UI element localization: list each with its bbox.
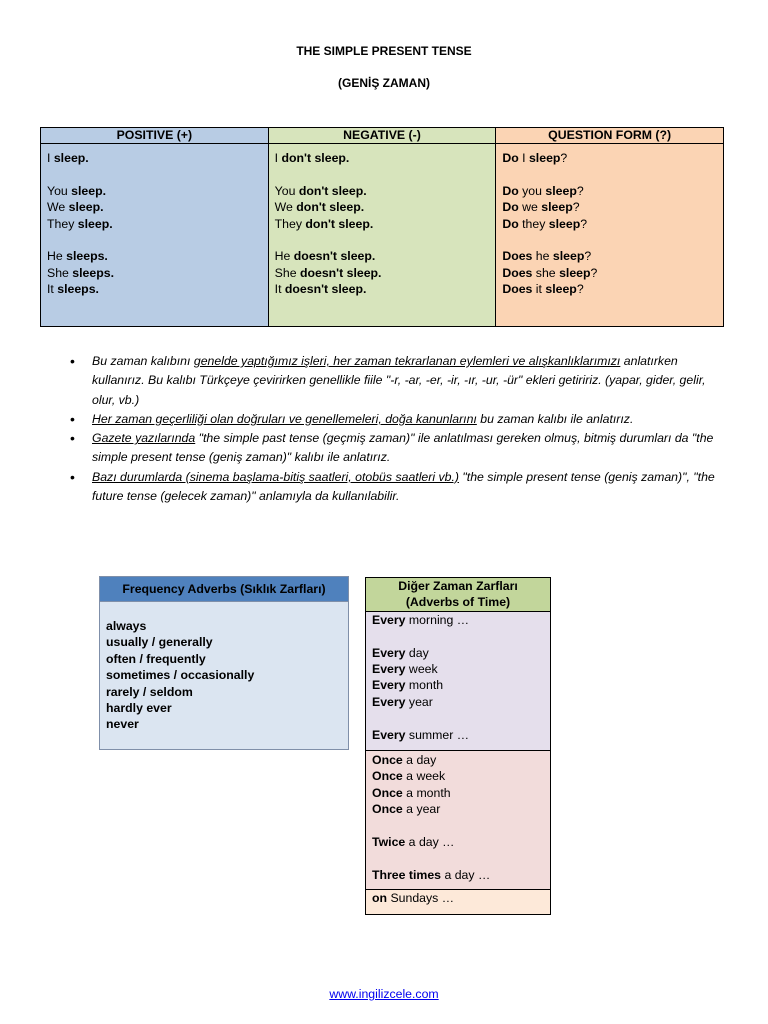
question-sentence xyxy=(502,281,717,297)
negative-sentence xyxy=(275,281,490,297)
text-run: a day xyxy=(402,752,437,767)
text-run: I xyxy=(518,151,529,165)
text-run: I xyxy=(274,151,282,165)
question-group xyxy=(502,183,717,232)
time-adverb-item xyxy=(372,801,544,817)
bold-text: Do xyxy=(502,216,519,231)
text-run: a year xyxy=(402,802,441,817)
time-adverbs-table xyxy=(365,577,551,915)
bold-text: on xyxy=(372,890,388,905)
text-run: a day … xyxy=(405,834,455,849)
bold-text: sleeps. xyxy=(66,249,108,264)
bold-text: don't sleep. xyxy=(298,183,367,198)
every-adverbs-cell xyxy=(366,611,551,750)
time-adverb-item xyxy=(372,768,544,784)
negative-sentence xyxy=(275,248,490,264)
negative-group xyxy=(275,150,490,166)
positive-group xyxy=(47,150,262,166)
positive-header: POSITIVE (+) xyxy=(41,128,269,144)
footer xyxy=(0,987,768,1001)
question-header: QUESTION FORM (?) xyxy=(496,128,724,144)
time-adverb-item xyxy=(372,752,544,768)
text-run: ? xyxy=(576,183,584,198)
text-run: It xyxy=(47,282,58,297)
question-sentence xyxy=(502,216,717,232)
question-sentence xyxy=(502,183,717,199)
bold-text: Every xyxy=(372,645,406,660)
time-adverb-item xyxy=(372,890,544,906)
text-run: morning … xyxy=(405,612,470,627)
bold-text: sleeps. xyxy=(57,282,99,297)
negative-column xyxy=(268,144,496,327)
text-run: they xyxy=(518,216,549,231)
text-run: a month xyxy=(402,785,451,800)
bold-text: Once xyxy=(372,769,403,784)
frequency-adverb-item: usually / generally xyxy=(106,635,213,650)
frequency-adverb-item: rarely / seldom xyxy=(106,684,193,699)
text-run: I xyxy=(47,151,54,165)
positive-sentence xyxy=(47,150,262,166)
usage-note-item xyxy=(70,429,730,468)
positive-group xyxy=(47,248,262,297)
time-adverb-item xyxy=(372,785,544,801)
bold-text: Once xyxy=(372,752,403,767)
spacer xyxy=(372,710,544,726)
text-run: a week xyxy=(402,769,446,784)
page-subtitle: (GENİŞ ZAMAN) xyxy=(338,76,430,90)
positive-sentence xyxy=(47,281,262,297)
text-run: it xyxy=(532,282,546,297)
bold-text: don't sleep. xyxy=(296,200,365,215)
grammar-table xyxy=(40,127,724,327)
negative-sentence xyxy=(275,150,490,166)
time-adverbs-title-line1: Diğer Zaman Zarfları xyxy=(398,579,518,593)
text-run: "the simple present tense (geniş zaman)", "the future tense (gelecek zaman)" anlamıyla da kullanılabilir. xyxy=(92,469,715,504)
text-run: a day … xyxy=(441,867,491,882)
bold-text: Every xyxy=(372,727,406,742)
bold-text: Once xyxy=(372,785,403,800)
question-group xyxy=(502,150,717,166)
bold-text: don't sleep. xyxy=(281,151,350,165)
grammar-table-header-row xyxy=(41,128,724,144)
spacer xyxy=(372,817,544,833)
text-run: He xyxy=(47,249,67,264)
frequency-adverb-item: always xyxy=(106,619,147,633)
usage-note-item xyxy=(70,410,730,429)
question-group xyxy=(502,248,717,297)
text-run: she xyxy=(532,265,560,280)
bold-text: Every xyxy=(372,678,406,693)
text-run: we xyxy=(518,200,542,215)
bold-text: don't sleep. xyxy=(305,216,374,231)
negative-group xyxy=(275,183,490,232)
text-run: month xyxy=(405,678,444,693)
question-column xyxy=(496,144,724,327)
time-adverb-item xyxy=(372,867,544,883)
time-adverb-item xyxy=(372,834,544,850)
negative-sentence xyxy=(275,216,490,232)
usage-note-item xyxy=(70,352,730,410)
positive-sentence xyxy=(47,199,262,215)
text-run: Sundays … xyxy=(387,890,455,905)
positive-sentence xyxy=(47,265,262,281)
bold-text: Do xyxy=(502,183,519,198)
bold-text: sleep. xyxy=(68,200,104,215)
text-run: ? xyxy=(560,151,568,165)
frequency-adverb-item: sometimes / occasionally xyxy=(106,668,255,683)
frequency-adverb-item: often / frequently xyxy=(106,651,206,666)
bold-text: Every xyxy=(372,694,406,709)
website-link[interactable]: www.ingilizcele.com xyxy=(329,987,439,1001)
text-run: anlatırken kullanırız. Bu kalıbı Türkçeye çevirirken genellikle fiile "-r, -ar, -er, -ir, -ır, -ur, -ür" ekleri getiririz. (yapar, gider, gelir, olur, vb.) xyxy=(92,354,706,407)
usage-note-item xyxy=(70,468,730,507)
positive-sentence xyxy=(47,183,262,199)
frequency-adverb-item: hardly ever xyxy=(106,701,172,716)
question-sentence xyxy=(502,199,717,215)
bold-text: sleep. xyxy=(77,216,113,231)
text-run: It xyxy=(274,282,285,297)
bold-text: sleep xyxy=(545,282,577,297)
frequency-adverbs-box xyxy=(99,576,349,750)
negative-sentence xyxy=(275,183,490,199)
time-adverb-item xyxy=(372,612,544,628)
text-run: day xyxy=(405,645,429,660)
text-run: You xyxy=(47,183,72,198)
bold-text: doesn't sleep. xyxy=(284,282,367,297)
text-run: ? xyxy=(576,282,584,297)
frequency-adverbs-list xyxy=(100,602,348,733)
bold-text: sleep. xyxy=(53,151,89,165)
bold-text: sleep xyxy=(548,216,581,231)
question-sentence xyxy=(502,248,717,264)
question-sentence xyxy=(502,150,717,166)
bold-text: Does xyxy=(502,265,533,280)
bold-text: sleeps. xyxy=(72,265,114,280)
text-run: ? xyxy=(590,265,598,280)
time-adverb-item xyxy=(372,727,544,743)
underlined-text: Her zaman geçerliliği olan doğruları ve genellemeleri, doğa kanunlarını xyxy=(92,411,477,426)
spacer xyxy=(372,850,544,866)
underlined-text: Bazı durumlarda (sinema başlama-bitiş saatleri, otobüs saatleri vb.) xyxy=(92,469,460,484)
text-run: ? xyxy=(572,200,580,215)
once-adverbs-cell xyxy=(366,750,551,889)
bold-text: Three times xyxy=(372,867,442,882)
time-adverbs-title-line2: (Adverbs of Time) xyxy=(405,595,511,610)
text-run: You xyxy=(274,183,299,198)
text-run: summer … xyxy=(405,727,470,742)
text-run: She xyxy=(47,265,73,280)
bold-text: doesn't sleep. xyxy=(293,249,376,264)
text-run: year xyxy=(405,694,433,709)
spacer xyxy=(372,628,544,644)
time-adverb-item xyxy=(372,661,544,677)
frequency-adverb-item: never xyxy=(106,717,139,732)
question-sentence xyxy=(502,265,717,281)
bold-text: Once xyxy=(372,802,403,817)
time-adverbs-title xyxy=(366,578,551,612)
time-adverb-item xyxy=(372,645,544,661)
text-run: "the simple past tense (geçmiş zaman)" ile anlatılması gereken olmuş, bitmiş durumları da "the simple present tense (geniş zaman)" kalıbı ile anlatırız. xyxy=(92,431,714,465)
text-run: Bu zaman kalıbını xyxy=(92,354,194,368)
bold-text: sleep xyxy=(552,249,585,264)
bold-text: sleep xyxy=(559,265,591,280)
bold-text: sleep xyxy=(528,151,561,165)
text-run: He xyxy=(274,249,294,264)
frequency-adverbs-title: Frequency Adverbs (Sıklık Zarfları) xyxy=(100,577,348,602)
text-run: ? xyxy=(584,249,592,264)
text-run: ? xyxy=(580,216,588,231)
text-run: They xyxy=(47,216,78,231)
positive-group xyxy=(47,183,262,232)
negative-sentence xyxy=(275,265,490,281)
bold-text: sleep xyxy=(541,200,573,215)
grammar-table-body-row xyxy=(41,144,724,327)
bold-text: doesn't sleep. xyxy=(299,265,382,280)
text-run: We xyxy=(47,200,69,215)
bold-text: Does xyxy=(502,249,533,264)
negative-header: NEGATIVE (-) xyxy=(268,128,496,144)
time-adverb-item xyxy=(372,694,544,710)
bold-text: Twice xyxy=(372,834,406,849)
usage-notes-list xyxy=(70,352,730,506)
negative-sentence xyxy=(275,199,490,215)
text-run: he xyxy=(532,249,553,264)
bold-text: Does xyxy=(502,282,533,297)
bold-text: Do xyxy=(502,151,519,165)
text-run: week xyxy=(405,662,438,677)
underlined-text: genelde yaptığımız işleri, her zaman tekrarlanan eylemleri ve alışkanlıklarımızı xyxy=(193,354,621,368)
positive-sentence xyxy=(47,216,262,232)
positive-sentence xyxy=(47,248,262,264)
text-run: We xyxy=(274,200,297,215)
bold-text: sleep. xyxy=(71,183,107,198)
bold-text: Every xyxy=(372,662,406,677)
underlined-text: Gazete yazılarında xyxy=(92,431,196,446)
bold-text: Every xyxy=(372,612,406,627)
text-run: bu zaman kalıbı ile anlatırız. xyxy=(476,411,634,426)
on-adverbs-cell xyxy=(366,889,551,914)
negative-group xyxy=(275,248,490,297)
page-title: THE SIMPLE PRESENT TENSE xyxy=(296,44,472,58)
positive-column xyxy=(41,144,269,327)
text-run: you xyxy=(518,183,546,198)
text-run: She xyxy=(274,265,300,280)
time-adverb-item xyxy=(372,677,544,693)
bold-text: Do xyxy=(502,200,519,215)
text-run: They xyxy=(274,216,306,231)
bold-text: sleep xyxy=(545,183,577,198)
